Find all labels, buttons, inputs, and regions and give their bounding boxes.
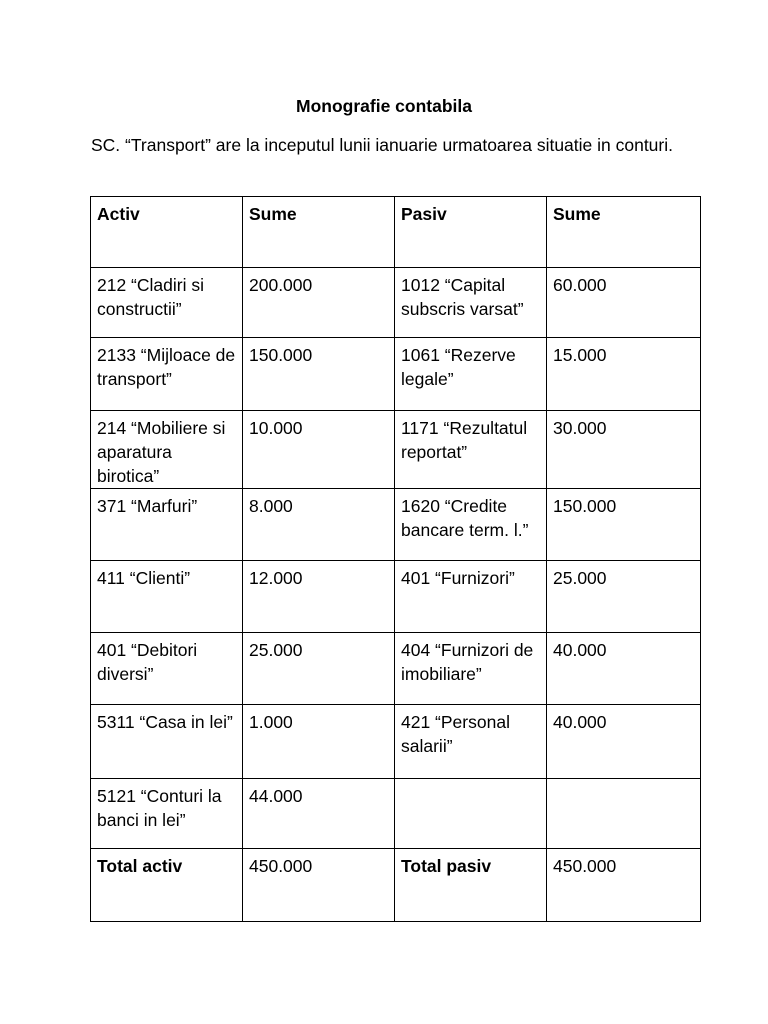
table-row xyxy=(91,633,701,705)
activ-account: 212 “Cladiri si constructii” xyxy=(91,268,243,338)
pasiv-account: 421 “Personal salarii” xyxy=(395,705,547,779)
pasiv-amount: 15.000 xyxy=(547,338,701,411)
total-activ-amount: 450.000 xyxy=(243,849,395,922)
activ-account: 5121 “Conturi la banci in lei” xyxy=(91,779,243,849)
activ-amount: 8.000 xyxy=(243,489,395,561)
pasiv-account: 1061 “Rezerve legale” xyxy=(395,338,547,411)
activ-account: 371 “Marfuri” xyxy=(91,489,243,561)
pasiv-account xyxy=(395,779,547,849)
table-row xyxy=(91,489,701,561)
total-pasiv-amount: 450.000 xyxy=(547,849,701,922)
pasiv-amount xyxy=(547,779,701,849)
pasiv-account: 401 “Furnizori” xyxy=(395,561,547,633)
activ-account: 5311 “Casa in lei” xyxy=(91,705,243,779)
pasiv-account: 1171 “Rezultatul reportat” xyxy=(395,411,547,489)
pasiv-amount: 40.000 xyxy=(547,633,701,705)
balance-sheet-table xyxy=(90,196,701,922)
activ-account: 401 “Debitori diversi” xyxy=(91,633,243,705)
table-row xyxy=(91,779,701,849)
document-title: Monografie contabila xyxy=(296,96,472,116)
intro-paragraph: SC. “Transport” are la inceputul lunii ianuarie urmatoarea situatie in conturi. xyxy=(91,135,673,155)
activ-amount: 44.000 xyxy=(243,779,395,849)
header-activ: Activ xyxy=(91,197,243,268)
header-sume-pasiv: Sume xyxy=(547,197,701,268)
table-row xyxy=(91,411,701,489)
activ-amount: 150.000 xyxy=(243,338,395,411)
activ-account: 214 “Mobiliere si aparatura birotica” xyxy=(91,411,243,489)
table-row xyxy=(91,561,701,633)
pasiv-amount: 30.000 xyxy=(547,411,701,489)
pasiv-account: 1012 “Capital subscris varsat” xyxy=(395,268,547,338)
activ-amount: 12.000 xyxy=(243,561,395,633)
pasiv-amount: 150.000 xyxy=(547,489,701,561)
table-row xyxy=(91,268,701,338)
activ-amount: 1.000 xyxy=(243,705,395,779)
header-sume-activ: Sume xyxy=(243,197,395,268)
header-pasiv: Pasiv xyxy=(395,197,547,268)
activ-account: 2133 “Mijloace de transport” xyxy=(91,338,243,411)
table-row xyxy=(91,705,701,779)
total-pasiv-label: Total pasiv xyxy=(395,849,547,922)
pasiv-account: 1620 “Credite bancare term. l.” xyxy=(395,489,547,561)
table-header-row xyxy=(91,197,701,268)
activ-amount: 200.000 xyxy=(243,268,395,338)
table-row xyxy=(91,338,701,411)
pasiv-amount: 40.000 xyxy=(547,705,701,779)
activ-amount: 10.000 xyxy=(243,411,395,489)
pasiv-account: 404 “Furnizori de imobiliare” xyxy=(395,633,547,705)
activ-amount: 25.000 xyxy=(243,633,395,705)
pasiv-amount: 25.000 xyxy=(547,561,701,633)
table-total-row xyxy=(91,849,701,922)
total-activ-label: Total activ xyxy=(91,849,243,922)
pasiv-amount: 60.000 xyxy=(547,268,701,338)
activ-account: 411 “Clienti” xyxy=(91,561,243,633)
